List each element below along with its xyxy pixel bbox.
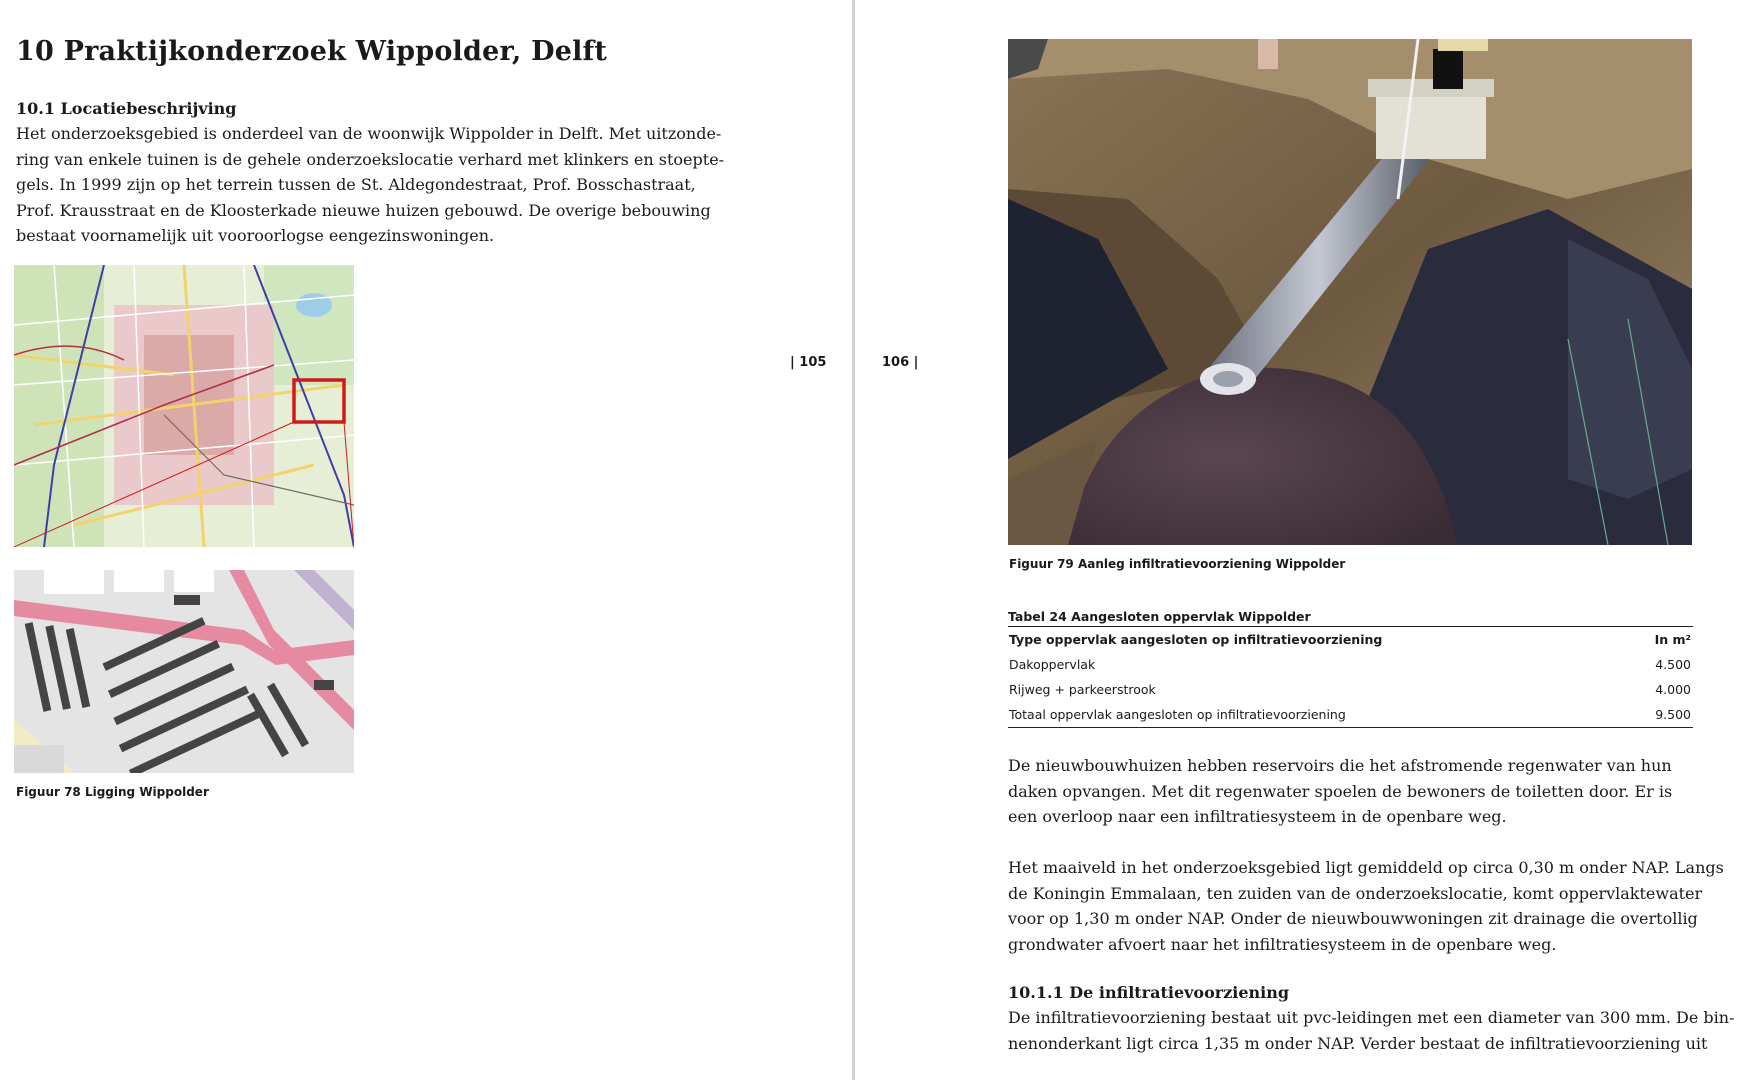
surface-table — [1008, 607, 1693, 728]
table-row — [1008, 677, 1693, 702]
table-row — [1008, 702, 1693, 728]
page-number-left: | 105 — [790, 355, 827, 370]
paragraph-groundwater — [1008, 855, 1724, 957]
text-line: daken opvangen. Met dit regenwater spoelen de bewoners de toiletten door. Er is — [1008, 781, 1673, 801]
figure-79-caption: Figuur 79 Aanleg infiltratievoorziening Wippolder — [1009, 557, 1346, 571]
table-cell-label: Dakoppervlak — [1009, 657, 1096, 672]
intro-paragraph — [16, 121, 725, 249]
text-line: Prof. Krausstraat en de Kloosterkade nieuwe huizen gebouwd. De overige bebouwing — [16, 200, 711, 220]
table-cell-value: 4.500 — [1655, 657, 1691, 672]
text-line: Het onderzoeksgebied is onderdeel van de woonwijk Wippolder in Delft. Met uitzonde- — [16, 124, 722, 143]
section-heading: 10.1 Locatiebeschrijving — [16, 99, 237, 118]
text-line: nenonderkant ligt circa 1,35 m onder NAP. Verder bestaat de infiltratievoorziening uit — [1008, 1033, 1708, 1053]
table-header-unit: In m² — [1654, 632, 1691, 647]
text-line: Het maaiveld in het onderzoeksgebied ligt gemiddeld op circa 0,30 m onder NAP. Langs — [1008, 858, 1724, 877]
infiltration-construction-photo — [1008, 39, 1692, 545]
table-row — [1008, 652, 1693, 677]
left-page — [0, 0, 852, 1080]
table-cell-value: 9.500 — [1655, 707, 1691, 722]
text-line: gels. In 1999 zijn op het terrein tussen de St. Aldegondestraat, Prof. Bosschastraat, — [16, 175, 696, 194]
page-number-right: 106 | — [882, 355, 919, 370]
text-line: de Koningin Emmalaan, ten zuiden van de onderzoekslocatie, komt oppervlaktewater — [1008, 883, 1703, 903]
text-line: De nieuwbouwhuizen hebben reservoirs die het afstromende regenwater van hun — [1008, 756, 1672, 775]
table-cell-label: Totaal oppervlak aangesloten op infiltratievoorziening — [1009, 707, 1346, 722]
detail-map-image — [14, 570, 354, 773]
subsection-heading: 10.1.1 De infiltratievoorziening — [1008, 983, 1290, 1002]
text-line: ring van enkele tuinen is de gehele onderzoekslocatie verhard met klinkers en stoepte- — [16, 149, 725, 169]
text-line: De infiltratievoorziening bestaat uit pvc-leidingen met een diameter van 300 mm. De bin- — [1008, 1008, 1735, 1027]
text-line: grondwater afvoert naar het infiltratiesysteem in de openbare weg. — [1008, 934, 1557, 954]
figure-78-caption: Figuur 78 Ligging Wippolder — [16, 785, 209, 799]
chapter-title: 10 Praktijkonderzoek Wippolder, Delft — [16, 36, 608, 67]
overview-map-image — [14, 265, 354, 547]
table-header-row — [1008, 627, 1693, 652]
text-line: bestaat voornamelijk uit vooroorlogse eengezinswoningen. — [16, 226, 495, 245]
text-line: een overloop naar een infiltratiesysteem in de openbare weg. — [1008, 807, 1507, 826]
table-title: Tabel 24 Aangesloten oppervlak Wippolder — [1008, 607, 1693, 627]
table-header-label: Type oppervlak aangesloten op infiltratievoorziening — [1009, 632, 1383, 647]
table-cell-label: Rijweg + parkeerstrook — [1009, 682, 1156, 697]
table-cell-value: 4.000 — [1655, 682, 1691, 697]
text-line: voor op 1,30 m onder NAP. Onder de nieuwbouwwoningen zit drainage die overtollig — [1008, 909, 1698, 928]
paragraph-infiltration — [1008, 1005, 1735, 1056]
paragraph-reservoirs — [1008, 753, 1708, 830]
